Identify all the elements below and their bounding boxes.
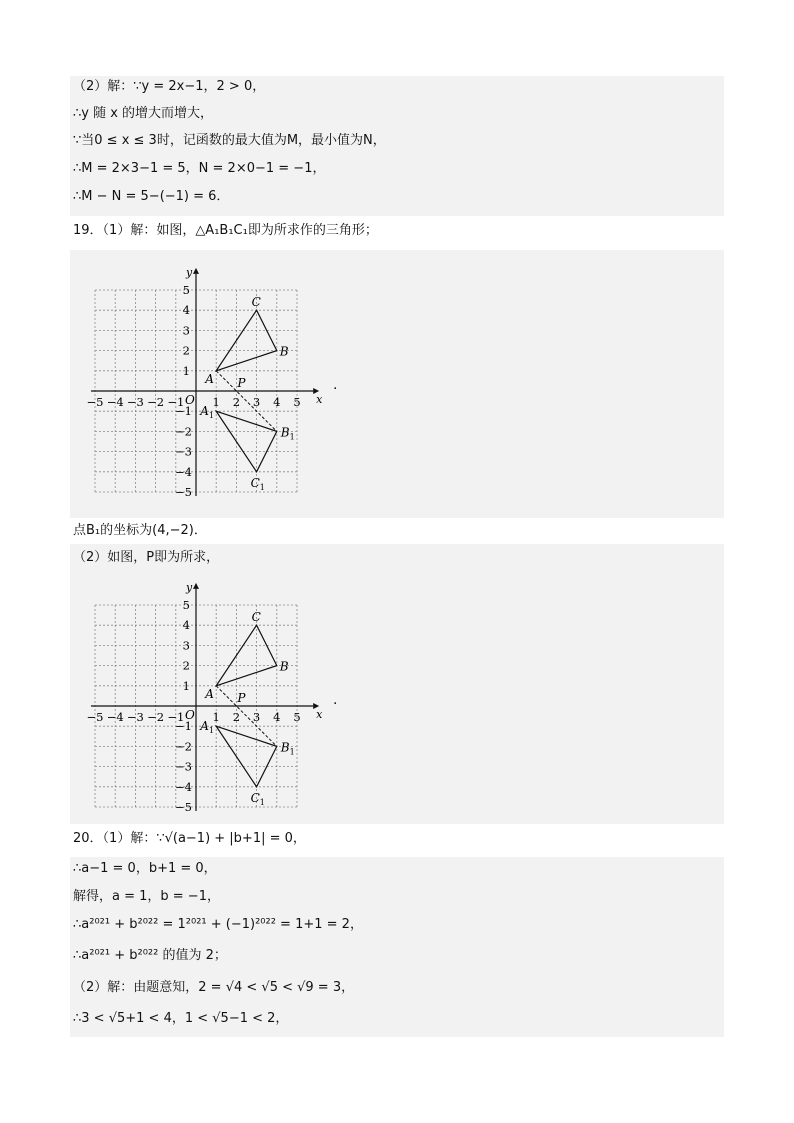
y-tick-label: 2 <box>182 343 190 358</box>
x-tick-label: 2 <box>232 710 241 724</box>
y-tick-label: 3 <box>182 638 190 653</box>
point-label-b: B <box>279 344 289 359</box>
text-line: （2）解：∵y = 2x−1，2 > 0， <box>73 79 266 94</box>
y-tick-label: −1 <box>175 404 192 419</box>
x-tick-label: −3 <box>126 710 144 724</box>
y-axis-label: y <box>186 580 193 594</box>
x-tick-label: −5 <box>86 710 104 724</box>
y-tick-label: −4 <box>175 464 192 479</box>
point-label-a: A <box>205 686 214 701</box>
text-line: ∴3 < √5+1 < 4，1 < √5−1 < 2， <box>73 1011 289 1026</box>
x-tick-label: 4 <box>273 395 281 409</box>
triangle-a1b1c1 <box>216 411 277 472</box>
x-tick-label: 2 <box>232 395 241 409</box>
x-tick-label: 5 <box>293 710 301 724</box>
text-line: 解得，a = 1，b = −1， <box>73 889 220 904</box>
x-axis-label: x <box>316 708 323 721</box>
text-line: ∴M = 2×3−1 = 5，N = 2×0−1 = −1， <box>73 161 326 176</box>
dashed-segment-ab1 <box>216 686 277 747</box>
text-line: ∴a²⁰²¹ + b²⁰²² = 1²⁰²¹ + (−1)²⁰²² = 1+1 = 2， <box>73 917 363 932</box>
point-label-a1: $A_1$ <box>200 719 214 736</box>
text-line: （2）如图，P即为所求， <box>73 550 220 565</box>
point-label-c1: $C_1$ <box>250 475 265 492</box>
point-label-b1: $B_1$ <box>280 425 295 442</box>
y-tick-label: 4 <box>182 618 190 633</box>
point-label-b: B <box>279 659 289 674</box>
x-tick-label: −3 <box>126 395 144 409</box>
text-line: ∵当0 ≤ x ≤ 3时，记函数的最大值为M，最小值为N， <box>73 133 386 148</box>
x-tick-label: −1 <box>167 395 185 409</box>
x-axis-label: x <box>316 393 323 406</box>
x-tick-label: −1 <box>167 710 185 724</box>
x-tick-label: −4 <box>106 395 124 409</box>
text-line: 20．（1）解：∵√(a−1) + |b+1| = 0， <box>73 831 306 846</box>
y-axis-arrow <box>193 268 199 274</box>
y-tick-label: −3 <box>175 759 192 774</box>
text-line: ∴M − N = 5−(−1) = 6． <box>73 189 230 204</box>
trailing-period: . <box>333 378 338 393</box>
y-tick-label: 5 <box>182 283 190 297</box>
point-label-c1: $C_1$ <box>250 790 265 807</box>
y-tick-label: −2 <box>175 739 192 754</box>
trailing-period: . <box>333 693 338 708</box>
coordinate-graph-2 <box>76 572 336 824</box>
text-line: 19．（1）解：如图，△A₁B₁C₁即为所求作的三角形； <box>73 223 378 238</box>
x-tick-label: −2 <box>147 395 165 409</box>
x-tick-label: 4 <box>273 710 281 724</box>
origin-label: O <box>185 393 195 407</box>
x-tick-label: 5 <box>293 395 301 409</box>
x-tick-label: 1 <box>212 395 220 409</box>
text-line: ∴a−1 = 0，b+1 = 0， <box>73 861 217 876</box>
point-label-a: A <box>205 371 214 386</box>
x-tick-label: 3 <box>252 710 261 724</box>
y-tick-label: −5 <box>175 485 192 499</box>
y-tick-label: 3 <box>182 323 190 338</box>
x-tick-label: 1 <box>212 710 220 724</box>
y-tick-label: −3 <box>175 444 192 459</box>
x-tick-label: 3 <box>252 395 261 409</box>
point-label-p: P <box>237 376 246 390</box>
y-axis-label: y <box>186 265 193 279</box>
y-tick-label: −4 <box>175 779 192 794</box>
y-tick-label: −2 <box>175 424 192 439</box>
point-label-c: C <box>251 295 261 310</box>
triangle-a1b1c1 <box>216 726 277 787</box>
y-tick-label: −1 <box>175 719 192 734</box>
x-tick-label: −4 <box>106 710 124 724</box>
y-tick-label: 4 <box>182 303 190 318</box>
y-tick-label: 1 <box>182 678 190 693</box>
y-axis-arrow <box>193 583 199 589</box>
y-tick-label: −5 <box>175 800 192 814</box>
y-tick-label: 5 <box>182 598 190 612</box>
origin-label: O <box>185 708 195 722</box>
coordinate-graph-1 <box>76 252 336 516</box>
text-line: 点B₁的坐标为(4,−2)． <box>73 523 207 538</box>
point-label-a1: $A_1$ <box>200 404 214 421</box>
x-tick-label: −2 <box>147 710 165 724</box>
text-line: ∴y 随 x 的增大而增大， <box>73 106 214 121</box>
point-label-p: P <box>237 691 246 705</box>
x-tick-label: −5 <box>86 395 104 409</box>
triangle-abc <box>216 625 277 686</box>
point-label-b1: $B_1$ <box>280 740 295 757</box>
triangle-abc <box>216 310 277 371</box>
y-tick-label: 2 <box>182 658 190 673</box>
text-line: （2）解：由题意知，2 = √4 < √5 < √9 = 3， <box>73 980 355 995</box>
y-tick-label: 1 <box>182 363 190 378</box>
point-label-c: C <box>251 610 261 625</box>
text-line: ∴a²⁰²¹ + b²⁰²² 的值为 2； <box>73 948 227 963</box>
dashed-segment-ab1 <box>216 371 277 432</box>
